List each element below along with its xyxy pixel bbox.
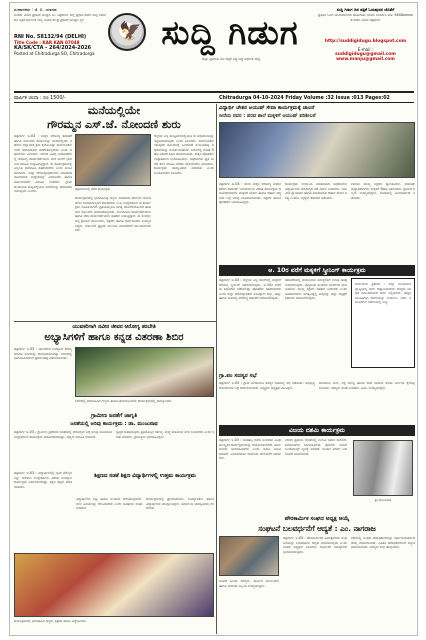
story4-col1: ಚಿತ್ರದುರ್ಗ ಅ.03 : ಯುವಕರಿಗೆ ಉದ್ಯೋಗ ಕೌಶಲ್ಯ ತರಬೇತಿ ಶಿಬಿರವನ್ನು ಆಯೋಜಿಸಲಾಗಿತ್ತು. ಶಿಬಿರದಲ್ಲಿ ಭಾಗವಹಿಸಿದವರಿಗೆ ಪ್ರಮಾಣಪತ್ರ ವಿತರಿಸಲಾಯಿತು. [14, 347, 72, 361]
story9-photo [219, 536, 279, 576]
story9-kicker: ಪೌರಕಾರ್ಮಿಕ ಸಂಘದ ಅಧ್ಯಕ್ಷ ಆಯ್ಕೆ [284, 516, 350, 522]
story5-subhead: ಜನತೆಯಲ್ಲಿ ಅರಿವು ಕಾರ್ಯಕ್ರಮ : ಡಾ. ಮಂಜುನಾಥ [70, 421, 158, 427]
story1-col2: ಕಾರ್ಯಕ್ರಮದಲ್ಲಿ ಭಾಗವಹಿಸಿದ್ದ ಗಣ್ಯರು ಮಾತನಾಡಿ ಸರ್ಕಾರದ ಯೋಜನೆಗಳು ಜನಸಾಮಾನ್ಯರಿಗೆ ತಲುಪಬೇಕು ಎಂಬ ಉದ್ದೇಶದಿಂದ ಈ ಕಾರ್ಯಕ್ರಮ ರೂಪಿಸಲಾಗಿದೆ. ಪ್ರತಿಯೊಬ್ಬರೂ ಅಗತ್ಯ ದಾಖಲೆಗಳೊಂದಿಗೆ ಹಾಜರಾಗಿ ನೋಂದಣಿ ಮಾಡಿಸಿಕೊಳ್ಳಬೇಕು. ಅಂಗನವಾಡಿ ಕಾರ್ಯಕರ್ತೆಯರು ಹಾಗೂ ಆಶಾ ಕಾರ್ಯಕರ್ತೆಯರು ಸಹಕಾರ ನೀಡುತ್ತಿದ್ದಾರೆ. ಈ ಸಂದರ್ಭದಲ್ಲಿ ಗ್ರಾಮದ ಮುಖಂಡರು, ಶಿಕ್ಷಕರು ಹಾಗೂ ಸಾರ್ವಜನಿಕರು ಉಪಸ್ಥಿತರಿದ್ದರು. ನೋಂದಣಿ ಪ್ರಕ್ರಿಯೆ ಮುಂದಿನ ವಾರದವರೆಗೆ ಮುಂದುವರಿಯಲಿದೆ. [75, 196, 151, 233]
title-block: 🦅 ಸುದ್ದಿ ಗಿಡುಗ ಜಿಲ್ಲಾ ಪ್ರಮುಖ ದಿನ ಪತ್ರಿಕೆ ಸತ್ಯ ನಿಷ್ಠೆ ನಿರ್ಭೀತ ಸುದ್ದಿ [108, 9, 314, 71]
story1-col1: ಚಿತ್ರದುರ್ಗ ಅ.03 : ಮಕ್ಕಳ ಆರೋಗ್ಯ ತಪಾಸಣೆ ಹಾಗೂ ನೋಂದಣಿ ಕಾರ್ಯವನ್ನು ಮನೆಯಲ್ಲಿಯೇ ನಡೆಸಲು ಜಿಲ್ಲಾಡಳಿತ ಕ್ರಮ ಕೈಗೊಂಡಿದ್ದು ಸಾರ್ವಜನಿಕರು ಇದರ ಸದುಪಯೋಗ ಪಡೆದುಕೊಳ್ಳಬೇಕು ಎಂದು ಅಧಿಕಾರಿಗಳು ತಿಳಿಸಿದರು. ನಗರದ ವಿವಿಧ ಬಡಾವಣೆಗಳಲ್ಲಿ ಆರೋಗ್ಯ ಕಾರ್ಯಕರ್ತೆಯರು ಮನೆ ಮನೆಗೆ ಭೇಟಿ ನೀಡಿ ಮಾಹಿತಿ ಸಂಗ್ರಹಿಸುತ್ತಿದ್ದಾರೆ. ಈ ಕಾರ್ಯಕ್ರಮದಲ್ಲಿ ಎಲ್ಲರೂ ಭಾಗವಹಿಸಿ ಸಹಕರಿಸಬೇಕು ಎಂದು ಮನವಿ ಮಾಡಿದರು. ಜಿಲ್ಲಾ ಆರೋಗ್ಯಾಧಿಕಾರಿಗಳು ಮಾತನಾಡಿ ಯೋಜನೆಯ ಉದ್ದೇಶವನ್ನು ವಿವರಿಸಿದರು ಹಾಗೂ ಸಾರ್ವಜನಿಕರಿಗೆ ಮಾಹಿತಿ ನೀಡಿದರು. ಗ್ರಾಮ ಪಂಚಾಯಿತಿ ಮಟ್ಟದಲ್ಲಿಯೂ ಶಿಬಿರಗಳನ್ನು ಆಯೋಜಿಸಲಾಗುವುದು ಎಂದರು. [14, 134, 72, 194]
story-right-top [219, 104, 415, 264]
story5-kicker: ಗ್ರಾಮೀಣ ಜನತೆಗೆ ಜಾಗೃತಿ [90, 413, 138, 419]
story8-caption: ಕಾರ್ಯಕ್ರಮದಲ್ಲಿ ಭಾಗವಹಿಸಿದ ಗಣ್ಯರು, ಶಿಕ್ಷಕರು ಹಾಗೂ ವಿದ್ಯಾರ್ಥಿಗಳು. [14, 619, 87, 623]
story-right-middle: ಗ್ರಾ.ಪಂ ಸದಸ್ಯರ ಸಭೆ ಚಿತ್ರದುರ್ಗ ಅ.03 : ಗ್ರಾಮ ಪಂಚಾಯಿತಿ ಸದಸ್ಯರ ಸಾಮಾನ್ಯ ಸಭೆ ನಡೆಯಿತು. ಅಭಿವೃದ್ಧಿ ಕಾಮಗಾರಿಗಳ ಬಗ್ಗೆ ಚರ್ಚಿಸಲಾಯಿತು. ಅಧ್ಯಕ್ಷರು ಅಧ್ಯಕ್ಷತೆ ವಹಿಸಿದ್ದರು. ಕುಡಿಯುವ ನೀರು, ರಸ್ತೆ ದುರಸ್ತಿ ಹಾಗೂ ಬೀದಿ ದೀಪಗಳ ಕುರಿತು ನಿರ್ಣಯ ಕೈಗೊಳ್ಳಲಾಯಿತು. ಸದಸ್ಯರು ಸಲಹೆ ನೀಡಿದರು. ಪಿಡಿಒ ಉಪಸ್ಥಿತರಿದ್ದರು. [219, 373, 415, 390]
web-link[interactable]: www.manju@gmail.com [336, 57, 395, 62]
story2-subhead: ಸೀರೆಯ ನವರ : ಪರವ ಶಾಲೆ ಮಕ್ಕಳಿಗೆ ಆಯುಷ್ ಪರಿಶೀಲನೆ [219, 113, 316, 119]
blog-link[interactable]: http://suddigidugu.blogspot.com [324, 39, 407, 44]
story4-caption: ಶಿಬಿರದಲ್ಲಿ ಭಾಗವಹಿಸಿದ ಗಣ್ಯರು ಹಾಗೂ ಫಲಾನುಭವಿಗಳು ಕಾರ್ಯಕ್ರಮದಲ್ಲಿ ಪಾಲ್ಗೊಂಡರು. [75, 399, 173, 403]
newspaper-page [9, 2, 418, 636]
story-right-bottom: ಪೌರಕಾರ್ಮಿಕ ಸಂಘದ ಅಧ್ಯಕ್ಷ ಆಯ್ಕೆ ಸಂಘಟನೆ ಬಲವರ್ಧನೆಗೆ ಆದ್ಯತೆ : ಎಂ. ನಾಗರಾಜ ಚಿತ್ರದುರ್ಗ ಅ.03 : ಪೌರಕಾರ್ಮಿಕರ ಹಿತರಕ್ಷಣೆಗಾಗಿ ಸಂಘಟನೆಯನ್ನು ಬಲಪಡಿಸಲು ಆದ್ಯತೆ ನೀಡಲಾಗುವುದು ಎಂದು ನೂತನ ಅಧ್ಯಕ್ಷರು ತಿಳಿಸಿದರು. ಕಾರ್ಮಿಕರ ಸಮಸ್ಯೆಗಳಿಗೆ ಸ್ಪಂದಿಸಲಾಗುವುದು. ಸಭೆಯಲ್ಲಿ ಸಂಘದ ಪದಾಧಿಕಾರಿಗಳನ್ನು ಸರ್ವಾನುಮತದಿಂದ ಆಯ್ಕೆ ಮಾಡಲಾಯಿತು. ನೂತನ ಪದಾಧಿಕಾರಿಗಳಿಗೆ ಸನ್ಮಾನ ಮಾಡಲಾಯಿತು. ಸದಸ್ಯರು ಶುಭ ಹಾರೈಸಿದರು. ಸಂಘದ ಹಿರಿಯ ಸದಸ್ಯರು, ಕಾರ್ಮಿಕ ಮುಖಂಡರು ಹಾಗೂ ನಗರಸಭೆ ಸಿಬ್ಬಂದಿ ಉಪಸ್ಥಿತರಿದ್ದರು. [219, 516, 415, 588]
email-link[interactable]: suddigidugu@gmail.com [335, 52, 396, 57]
newspaper-title: ಸುದ್ದಿ ಗಿಡುಗ [161, 13, 299, 52]
notice-box: ಸಾರ್ವಜನಿಕ ಪ್ರಕಟಣೆ : ಜಿಲ್ಲಾ ಪಂಚಾಯಿತಿ ವ್ಯಾಪ್ತಿಯಲ್ಲಿ ಅರ್ಜಿ ಆಹ್ವಾನಿಸಲಾಗಿದೆ. ಆಸಕ್ತರು ನಿಗದಿತ ದಿನಾಂಕದೊಳಗೆ ಅರ್ಜಿ ಸಲ್ಲಿಸಬೇಕು. ಹೆಚ್ಚಿನ ಮಾಹಿತಿಗಾಗಿ ಕಚೇರಿಯನ್ನು ಸಂಪರ್ಕಿಸಿ. ಅರ್ಜಿ ನಮೂನೆಗಳು ಕಚೇರಿಯಲ್ಲಿ ಲಭ್ಯ. [351, 278, 415, 368]
masthead [14, 7, 414, 93]
title-code: Title Code : KAR KAN 07048 [14, 40, 80, 46]
email-label: E-mail : [357, 47, 374, 52]
dateline [14, 94, 414, 103]
story7-headline-bar: ವಿಜಯ ದಶಮಿ ಕಾರ್ಯಕ್ರಮ [219, 425, 415, 436]
story1-photo [75, 134, 151, 186]
posted-at: Posted at Chitradurga SO, Chitradurga [14, 50, 95, 56]
story2-kicker: ವಿದ್ಯಾರ್ಥಿ ಚೇತನ ಆಯುಷ್ ಸೇವಾ ಕಾರ್ಯಕ್ರಮಕ್ಕೆ ಚಾಲನೆ [219, 105, 315, 111]
story-left-lower: ಗ್ರಾಮೀಣ ಜನತೆಗೆ ಜಾಗೃತಿ ಜನತೆಯಲ್ಲಿ ಅರಿವು ಕಾರ್ಯಕ್ರಮ : ಡಾ. ಮಂಜುನಾಥ ಚಿತ್ರದುರ್ಗ ಅ.03 : ಗ್ರಾಮೀಣ ಪ್ರದೇಶದ ಜನತೆಯಲ್ಲಿ ಆರೋಗ್ಯದ ಬಗ್ಗೆ ಅರಿವು ಮೂಡಿಸುವ ಉದ್ದೇಶದಿಂದ ಕಾರ್ಯಕ್ರಮ ಆಯೋಜಿಸಲಾಗಿತ್ತು. ವೈದ್ಯರು ಮಾಹಿತಿ ನೀಡಿದರು. ಸ್ವಚ್ಛತೆ ಕಾಪಾಡುವುದು ಪ್ರತಿಯೊಬ್ಬರ ಕರ್ತವ್ಯ. ಶುದ್ಧ ಕುಡಿಯುವ ನೀರು ಬಳಸಬೇಕು ಎಂದು ಸಲಹೆ ನೀಡಿದರು. ಗ್ರಾಮಸ್ಥರು ಭಾಗವಹಿಸಿದ್ದರು. [14, 413, 214, 439]
story-left-middle [14, 323, 214, 411]
section-divider-left [14, 321, 216, 322]
rni-number: RNI No. 58132/94 (DELHI) [14, 34, 87, 41]
story1-headline-1: ಮನೆಯಲ್ಲಿಯೇ [87, 104, 141, 117]
story8-headline: ಶಿಕ್ಷಣದ ನಡತೆ ಶಿಕ್ಷಣ ವಿದ್ಯಾರ್ಥಿಗಳಲ್ಲಿ ಉತ್ತಮ ಕಾರ್ಯಕ್ರಮ [94, 473, 196, 479]
story4-headline: ಅಭ್ಯಾಸಿಗಳಿಗೆ ಹಾಗೂ ಕನ್ನಡ ವಿತರಣಾ ಶಿಬಿರ [44, 332, 184, 343]
tagline: ಸುದ್ದಿ ಗಿಡುಗ ದಿನ ಪತ್ರಿಕೆ ಓದುವುದರ ಜೊತೆಗೆ [336, 7, 395, 12]
story2-photo [219, 122, 415, 178]
story7-body: ಚಿತ್ರದುರ್ಗ ಅ.03 : ನಾಡಹಬ್ಬ ದಸರಾ ಅಂಗವಾಗಿ ವಿವಿಧ ಸಾಂಸ್ಕೃತಿಕ ಕಾರ್ಯಕ್ರಮಗಳನ್ನು ಆಯೋಜಿಸಲಾಗಿದೆ. ಸಾರ್ವಜನಿಕರು ಭಾಗವಹಿಸಬೇಕು ಎಂದು ಸಮಿತಿ ಮನವಿ ಮಾಡಿದೆ. ವಿಜಯದಶಮಿ ದಿನದಂದು ಮೆರವಣಿಗೆ ನಡೆಯಲಿದೆ. ನಗರದ ಪ್ರಮುಖ ಬೀದಿಗಳಲ್ಲಿ ಜಂಬೂ ಸವಾರಿ ಸಾಗಲಿದೆ. ಕಲಾತಂಡಗಳು ಭಾಗವಹಿಸಲಿವೆ. ಪೊಲೀಸ್ ಇಲಾಖೆ ಬಂದೋಬಸ್ತ್ ವ್ಯವಸ್ಥೆ ಮಾಡಿದೆ. ಸಂಚಾರ ಮಾರ್ಗ ಬದಲಾವಣೆ ಮಾಡಲಾಗಿದೆ. ಶ್ರೀ ಮಂಜುನಾಥ [219, 438, 415, 514]
issue-info: Chitradurga 04-10-2024 Friday Volume :32 Issue :013 Pages:02 [219, 96, 390, 101]
story4-photo [75, 347, 214, 397]
story1-caption: ಚಿತ್ರದುರ್ಗದಲ್ಲಿ ನಡೆದ ಕಾರ್ಯಕ್ರಮ [75, 187, 111, 191]
story2-col1: ಚಿತ್ರದುರ್ಗ ಅ.03 : ಶಾಲಾ ಮಕ್ಕಳ ಆರೋಗ್ಯ ಸುಧಾರಣೆಗಾಗಿ ಆಯುಷ್ ಇಲಾಖೆಯಿಂದ ವಿಶೇಷ ಕಾರ್ಯಕ್ರಮ ಆಯೋಜಿಸಲಾಗಿದೆ. ಮಕ್ಕಳಿಗೆ ಯೋಗ ಹಾಗೂ ಆಹಾರ ಪದ್ಧತಿಯ ಬಗ್ಗೆ ಅರಿವು ಮೂಡಿಸಲಾಯಿತು. ಶಿಕ್ಷಕರು ಹಾಗೂ ಪೋಷಕರು ಭಾಗವಹಿಸಿದ್ದರು. [219, 182, 281, 205]
story1-headline-2: ಗೌರಮ್ಮನ ಎಸ್.ಜೆ. ನೋಂದಣಿ ಶುರು [47, 118, 181, 131]
masthead-left-info: ಸಂಪಾದಕರು : ಜಿ. ಬಿ. ಯಾದವ ಸಂಪರ್ಕ ವಿಳಾಸ ಪ್ರಕಟಣೆ ಮುದ್ರಣ ನಂ. ಚಿತ್ರದುರ್ಗ ಜಿಲ್ಲೆ ಪ್ರಧಾನ ಕಚೇರಿ ಸುದ್ದಿ ಗಿಡುಗ ದಿನ ಪತ್ರಿಕೆ ಕರ್ನಾಟಕ ರಾಜ್ಯ ವಿಭಾಗ ಕೇಂದ್ರ ಪ್ರಕಟಣೆ ಮುದ್ರಣ ಸ್ಥಳ RNI No. 58132/94 (DELHI) Title Code : KAR KAN 07048 KA/SK/CTA - 264/2024-2026 Posted at Chitradurga SO, Chitradurga [14, 7, 106, 56]
story8-photo [14, 553, 214, 617]
story1-col3: ಜಿಲ್ಲೆಯ ಎಲ್ಲ ತಾಲ್ಲೂಕುಗಳಲ್ಲಿಯೂ ಈ ಅಭಿಯಾನವನ್ನು ವಿಸ್ತರಿಸಲಾಗುವುದು ಎಂದು ತಿಳಿಸಿದರು. ಸಾರ್ವಜನಿಕರು ಯಾವುದೇ ಗೊಂದಲಕ್ಕೆ ಒಳಗಾಗದೆ ಸಂಬಂಧಪಟ್ಟ ಅಧಿಕಾರಿಗಳನ್ನು ಸಂಪರ್ಕಿಸಬಹುದು. ಶಿಬಿರದಲ್ಲಿ ಉಚಿತ ಔಷಧಿ ವಿತರಣೆ ಕೂಡ ಮಾಡಲಾಯಿತು. ಮಕ್ಕಳ ಪೋಷಕರು ಉತ್ಸಾಹದಿಂದ ಭಾಗವಹಿಸಿದರು. ಅಧಿಕಾರಿಗಳು ಪ್ರತಿ ಮನೆಗೆ ತೆರಳಿ ಮಾಹಿತಿ ಪಡೆದು ದಾಖಲೀಕರಣ ಮಾಡಿದರು. ಕಾರ್ಯಕ್ರಮ ಯಶಸ್ವಿಯಾಗಿ ನಡೆಯಿತು ಎಂದು ಸಂಯೋಜಕರು ತಿಳಿಸಿದರು. [154, 134, 214, 175]
postal-reg: KA/SK/CTA - 264/2024-2026 [14, 44, 92, 51]
story6-headline: ಗ್ರಾ.ಪಂ ಸದಸ್ಯರ ಸಭೆ [219, 373, 257, 379]
story3-body: ಚಿತ್ರದುರ್ಗ ಅ.03 : ಜಿಲ್ಲೆಯ ಎಲ್ಲ ಶಾಲೆಗಳಲ್ಲಿ ಮಕ್ಕಳಿಗೆ ಆರೋಗ್ಯ ಸ್ಕ್ರೀನಿಂಗ್ ನಡೆಸಲಾಗುವುದು. ಅ.10ರ ವರೆಗೆ ಈ ಅಭಿಯಾನ ನಡೆಯಲಿದ್ದು ಪೋಷಕರು ಸಹಕರಿಸಬೇಕು ಎಂದು ಜಿಲ್ಲಾ ಆರೋಗ್ಯಾಧಿಕಾರಿ ತಿಳಿಸಿದ್ದಾರೆ. ಕಣ್ಣು, ಹಲ್ಲು ಹಾಗೂ ಸಾಮಾನ್ಯ ಆರೋಗ್ಯ ತಪಾಸಣೆ ನಡೆಸಲಾಗುವುದು. ತಪಾಸಣೆಯಲ್ಲಿ ಕಂಡುಬರುವ ಸಮಸ್ಯೆಗಳಿಗೆ ಉಚಿತ ಚಿಕಿತ್ಸೆ ನೀಡಲಾಗುವುದು. ವೈದ್ಯಕೀಯ ತಂಡಗಳು ಶಾಲೆಗಳಿಗೆ ಭೇಟಿ ನೀಡಲಿವೆ. ಮುಖ್ಯ ಶಿಕ್ಷಕರು ಸಹಕಾರ ನೀಡಬೇಕು ಎಂದು ಸೂಚಿಸಲಾಗಿದೆ. ಅಗತ್ಯವಿದ್ದಲ್ಲಿ ಮಕ್ಕಳನ್ನು ಜಿಲ್ಲಾ ಆಸ್ಪತ್ರೆಗೆ ಶಿಫಾರಸು ಮಾಡಲಾಗುವುದು. ಸಾರ್ವಜನಿಕ ಪ್ರಕಟಣೆ : ಜಿಲ್ಲಾ ಪಂಚಾಯಿತಿ ವ್ಯಾಪ್ತಿಯಲ್ಲಿ ಅರ್ಜಿ ಆಹ್ವಾನಿಸಲಾಗಿದೆ. ಆಸಕ್ತರು ನಿಗದಿತ ದಿನಾಂಕದೊಳಗೆ ಅರ್ಜಿ ಸಲ್ಲಿಸಬೇಕು. ಹೆಚ್ಚಿನ ಮಾಹಿತಿಗಾಗಿ ಕಚೇರಿಯನ್ನು ಸಂಪರ್ಕಿಸಿ. ಅರ್ಜಿ ನಮೂನೆಗಳು ಕಚೇರಿಯಲ್ಲಿ ಲಭ್ಯ. [219, 278, 415, 370]
story-left-top [14, 104, 214, 320]
story4-kicker: ಯುವಕರಿಗಾಗಿ ನವೀನ ಜೀವನ ಆರೋಗ್ಯ ತರಬೇತಿ [72, 324, 156, 330]
hawk-logo-icon: 🦅 [108, 13, 146, 51]
story3-headline-bar: ಆ. 10ರ ವರೆಗೆ ಮಕ್ಕಳಿಗೆ ಸ್ಕ್ರೀನಿಂಗ್ ಕಾರ್ಯಕ್ರಮ [219, 265, 415, 276]
story2-col2: ಕಾರ್ಯಕ್ರಮ ಉದ್ಘಾಟಿಸಿ ಮಾತನಾಡಿದ ಅಧಿಕಾರಿಗಳು ವಿದ್ಯಾರ್ಥಿಗಳು ಆರೋಗ್ಯದ ಕಡೆ ಗಮನ ನೀಡಬೇಕು. ನಿಯಮಿತ ವ್ಯಾಯಾಮ ಹಾಗೂ ಸಮತೋಲಿತ ಆಹಾರ ಸೇವನೆ ಅಗತ್ಯ ಎಂದರು. ವೈದ್ಯರು ತಪಾಸಣೆ ನಡೆಸಿದರು. [285, 182, 347, 200]
editor-line: ಸಂಪಾದಕರು : ಜಿ. ಬಿ. ಯಾದವ [14, 7, 57, 12]
story-left-bottom: ಚಿತ್ರದುರ್ಗ ಅ.03 : ವಿದ್ಯಾರ್ಥಿಗಳಲ್ಲಿ ನೈತಿಕ ಮೌಲ್ಯಗಳನ್ನು ಬೆಳೆಸುವ ಉದ್ದೇಶದಿಂದ ವಿಶೇಷ ಉಪನ್ಯಾಸ ಕಾರ್ಯಕ್ರಮ ಏರ್ಪಡಿಸಲಾಗಿತ್ತು. ಶಿಕ್ಷಣ ತಜ್ಞರು ಮಾತನಾಡಿದರು. ಶಿಕ್ಷಣದ ನಡತೆ ಶಿಕ್ಷಣ ವಿದ್ಯಾರ್ಥಿಗಳಲ್ಲಿ ಉತ್ತಮ ಕಾರ್ಯಕ್ರಮ ವಿದ್ಯಾರ್ಥಿಗಳು ಶಿಸ್ತು ಹಾಗೂ ಸಂಯಮ ಬೆಳೆಸಿಕೊಳ್ಳಬೇಕು. ಗುರು ಹಿರಿಯರನ್ನು ಗೌರವಿಸಬೇಕು ಎಂದು ಅತಿಥಿಗಳು ಸಲಹೆ ನೀಡಿದರು. ಕಾರ್ಯಕ್ರಮದಲ್ಲಿ ಪ್ರಾಂಶುಪಾಲರು, ಉಪನ್ಯಾಸಕರು ಹಾಗೂ ವಿದ್ಯಾರ್ಥಿಗಳು ಪಾಲ್ಗೊಂಡಿದ್ದರು. ಸಮಾರಂಭ ಯಶಸ್ವಿಯಾಗಿ ನೆರವೇರಿತು. ಕಾರ್ಯಕ್ರಮದಲ್ಲಿ ಭಾಗವಹಿಸಿದ ಗಣ್ಯರು, ಶಿಕ್ಷಕರು ಹಾಗೂ ವಿದ್ಯಾರ್ಥಿಗಳು. [14, 471, 214, 631]
subscription-line: ವಾರ್ಷಿಕ ಚಂದಾ : ರೂ 1500/- [14, 96, 66, 101]
column-divider [216, 104, 217, 634]
story9-headline: ಸಂಘಟನೆ ಬಲವರ್ಧನೆಗೆ ಆದ್ಯತೆ : ಎಂ. ನಾಗರಾಜ [258, 524, 376, 533]
masthead-right-info: ಸುದ್ದಿ ಗಿಡುಗ ದಿನ ಪತ್ರಿಕೆ ಓದುವುದರ ಜೊತೆಗೆ ಪ್ರತಿದಿನ ಓದಿರಿ ಚಂದಾದಾರರಾಗಿ ಜಾಹೀರಾತು ನೀಡಲು ಸಂಪರ್ಕಿಸಿ ಮೊ: 9448xxxxxx ಕಚೇರಿ ವಿಳಾಸ ಚಿತ್ರದುರ್ಗ http://suddigidugu.blogspot.com E-mail : suddigidugu@gmail.com www.manju@gmail.com [317, 7, 414, 62]
story2-col3: ಶಾಲೆಯ ಮುಖ್ಯ ಶಿಕ್ಷಕರು ಸ್ವಾಗತಿಸಿದರು. ಆಯುಷ್ ವೈದ್ಯಾಧಿಕಾರಿಗಳು ಮಕ್ಕಳಿಗೆ ಔಷಧಿ ವಿತರಿಸಿದರು. ಗ್ರಾಮದ ಗಣ್ಯರು ಉಪಸ್ಥಿತರಿದ್ದರು. ಕೊನೆಯಲ್ಲಿ ವಂದನಾರ್ಪಣೆ ನಡೆಯಿತು. [351, 182, 415, 200]
story7-portrait-photo [353, 440, 413, 496]
